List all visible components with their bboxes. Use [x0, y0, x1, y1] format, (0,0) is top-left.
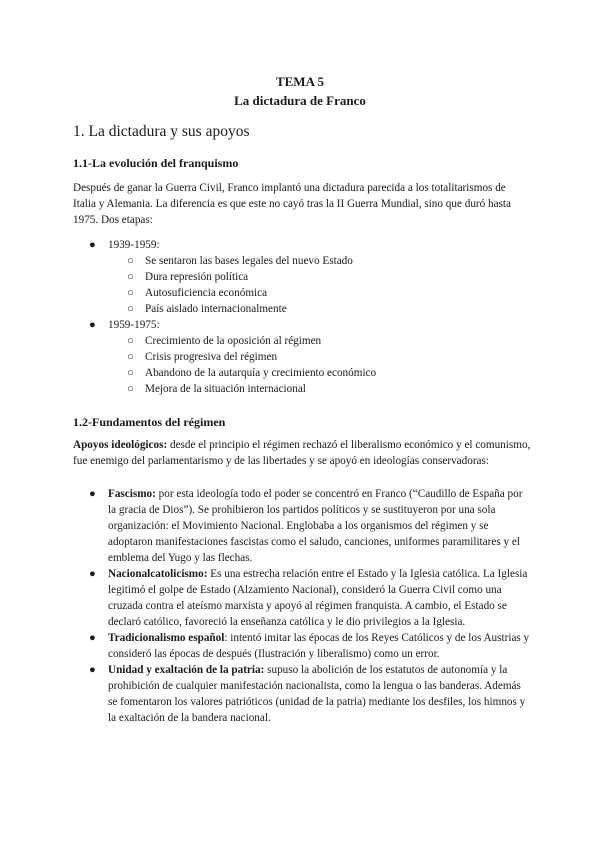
- circle-bullet-icon: ○: [127, 351, 134, 363]
- stage-subitem-text: Mejora de la situación internacional: [145, 383, 306, 395]
- bullet-icon: ●: [89, 239, 96, 251]
- ideology-text: Es una estrecha relación entre el Estado y la Iglesia católica. La Iglesia legitimó el golpe de Estado (Alzamiento Nacional), consideró la Guerra Civil como una cruzada contra el ateísmo marxista y apoyó al régimen franquista. A cambio, el Estado se declaró católico, favoreció la enseñanza católica y le dio privilegios a la Iglesia.: [108, 568, 528, 628]
- bullet-icon: ●: [89, 319, 96, 331]
- stage-label: 1939-1959:: [108, 239, 160, 251]
- section-1-2-intro: [73, 437, 531, 469]
- ideology-name: Unidad y exaltación de la patria:: [108, 664, 265, 676]
- circle-bullet-icon: ○: [127, 287, 134, 299]
- stage-subitem-text: Abandono de la autarquía y crecimiento económico: [145, 367, 377, 379]
- stage-subitem: [73, 381, 531, 397]
- stage-subitem-text: Autosuficiencia económica: [145, 287, 268, 299]
- ideologies-list: [73, 486, 531, 726]
- bullet-icon: ●: [89, 664, 96, 676]
- ideology-item: [73, 630, 531, 662]
- ideology-text: supuso la abolición de los estatutos de autonomía y la prohibición de cualquier manifestación nacionalista, como la lengua o las banderas. Además se fomentaron los valores patrióticos (unidad de la patria) mediante los desfiles, los himnos y la exaltación de la bandera nacional.: [108, 664, 526, 724]
- stage-subitem-text: Se sentaron las bases legales del nuevo Estado: [145, 255, 353, 267]
- stage-subitem-text: Dura represión política: [145, 271, 249, 283]
- stage-subitem-text: Crecimiento de la oposición al régimen: [145, 335, 322, 347]
- ideology-name: Nacionalcatolicismo:: [108, 568, 208, 580]
- circle-bullet-icon: ○: [127, 271, 134, 283]
- ideology-item: [73, 486, 531, 566]
- stage-item: [73, 237, 531, 253]
- stages-list: [73, 237, 531, 397]
- section-1-1-intro: Después de ganar la Guerra Civil, Franco implantó una dictadura parecida a los totalitarismos de Italia y Alemania. La diferencia es que este no cayó tras la II Guerra Mundial, sino que duró hasta 1975. Dos etapas:: [73, 182, 512, 226]
- ideology-text: por esta ideología todo el poder se concentró en Franco (“Caudillo de España por la gracia de Dios”). Se prohibieron los partidos políticos y se sustituyeron por una sola organización: el Movimiento Nacional. Englobaba a los organismos del régimen y se adoptaron manifestaciones fascistas como el saludo, canciones, uniformes paramilitares y el emblema del Yugo y las flechas.: [108, 488, 523, 564]
- section-1-2-heading: 1.2-Fundamentos del régimen: [73, 415, 226, 429]
- stage-subitem-text: País aislado internacionalmente: [145, 303, 287, 315]
- circle-bullet-icon: ○: [127, 383, 134, 395]
- section-1-heading: 1. La dictadura y sus apoyos: [73, 123, 250, 140]
- bullet-icon: ●: [89, 488, 96, 500]
- stage-subitem: [73, 301, 531, 317]
- circle-bullet-icon: ○: [127, 303, 134, 315]
- stage-subitem: [73, 349, 531, 365]
- circle-bullet-icon: ○: [127, 255, 134, 267]
- document-title: TEMA 5: [275, 74, 325, 89]
- circle-bullet-icon: ○: [127, 335, 134, 347]
- stage-label: 1959-1975:: [108, 319, 160, 331]
- stage-subitem: [73, 333, 531, 349]
- stage-subitem: [73, 365, 531, 381]
- ideology-name: Tradicionalismo español: [108, 632, 225, 644]
- circle-bullet-icon: ○: [127, 367, 134, 379]
- bullet-icon: ●: [89, 568, 96, 580]
- stage-subitem: [73, 253, 531, 269]
- ideology-text: : intentó imitar las épocas de los Reyes Católicos y de los Austrias y consideró las épocas de después (Ilustración y liberalismo) como un error.: [108, 632, 530, 660]
- bullet-icon: ●: [89, 632, 96, 644]
- ideology-name: Fascismo:: [108, 488, 156, 500]
- intro-bold: Apoyos ideológicos:: [73, 439, 168, 451]
- stage-subitem: [73, 285, 531, 301]
- document-subtitle: La dictadura de Franco: [234, 93, 366, 108]
- stage-subitem-text: Crisis progresiva del régimen: [145, 351, 278, 363]
- stage-item: [73, 317, 531, 333]
- ideology-item: [73, 566, 531, 630]
- intro-text: desde el principio el régimen rechazó el liberalismo económico y el comunismo, fue enemigo del parlamentarismo y de las libertades y se apoyó en ideologías conservadoras:: [73, 439, 531, 467]
- stage-subitem: [73, 269, 531, 285]
- section-1-1-heading: 1.1-La evolución del franquismo: [73, 156, 239, 170]
- ideology-item: [73, 662, 531, 726]
